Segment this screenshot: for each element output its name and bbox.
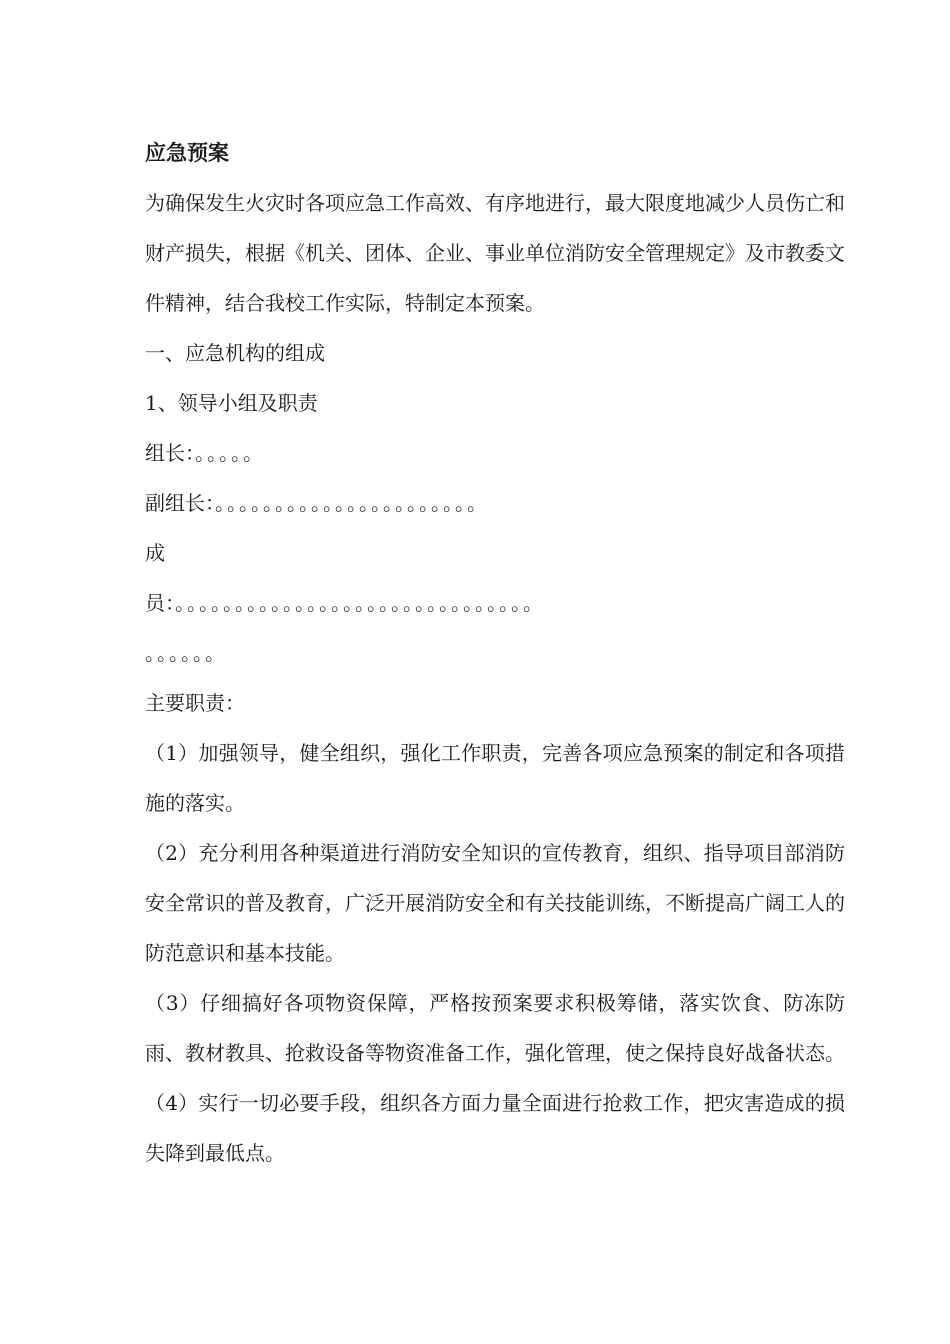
subsection-heading: 1、领导小组及职责 <box>145 391 318 415</box>
duties-heading: 主要职责： <box>145 691 245 715</box>
leader-label: 组长： <box>145 441 195 465</box>
duty-item-3: （3）仔细搞好各项物资保障，严格按预案要求积极筹储，落实饮食、防冻防雨、教材教具、抢救设备等物资准备工作，强化管理，使之保持良好战备状态。 <box>145 991 845 1065</box>
deputy-line <box>145 478 845 528</box>
leader-line <box>145 428 845 478</box>
duty-item-2: （2）充分利用各种渠道进行消防安全知识的宣传教育，组织、指导项目部消防安全常识的普及教育，广泛开展消防安全和有关技能训练，不断提高广阔工人的防范意识和基本技能。 <box>145 841 845 965</box>
document-page <box>145 128 845 1178</box>
members-placeholder-continued: 。。。。。。 <box>145 641 227 665</box>
duty-item-1: （1）加强领导，健全组织，强化工作职责，完善各项应急预案的制定和各项措施的落实。 <box>145 741 845 815</box>
document-title: 应急预案 <box>145 141 229 165</box>
intro-paragraph: 为确保发生火灾时各项应急工作高效、有序地进行，最大限度地减少人员伤亡和财产损失，根据《机关、团体、企业、事业单位消防安全管理规定》及市教委文件精神，结合我校工作实际，特制定本预案。 <box>145 191 845 315</box>
members-placeholder: 。。。。。。。。。。。。。。。。。。。。。。。。。。。。。。 <box>175 591 545 615</box>
duty-item-4: （4）实行一切必要手段，组织各方面力量全面进行抢救工作，把灾害造成的损失降到最低点。 <box>145 1091 845 1165</box>
members-label-line: 成 <box>145 541 165 565</box>
section-heading: 一、应急机构的组成 <box>145 341 325 365</box>
members-line <box>145 578 845 628</box>
members-label: 员： <box>145 591 175 615</box>
deputy-placeholder: 。。。。。。。。。。。。。。。。。。。。。。 <box>215 491 489 515</box>
leader-placeholder: 。。。。。 <box>195 441 265 465</box>
members-continuation-line <box>145 628 845 678</box>
deputy-label: 副组长： <box>145 491 215 515</box>
